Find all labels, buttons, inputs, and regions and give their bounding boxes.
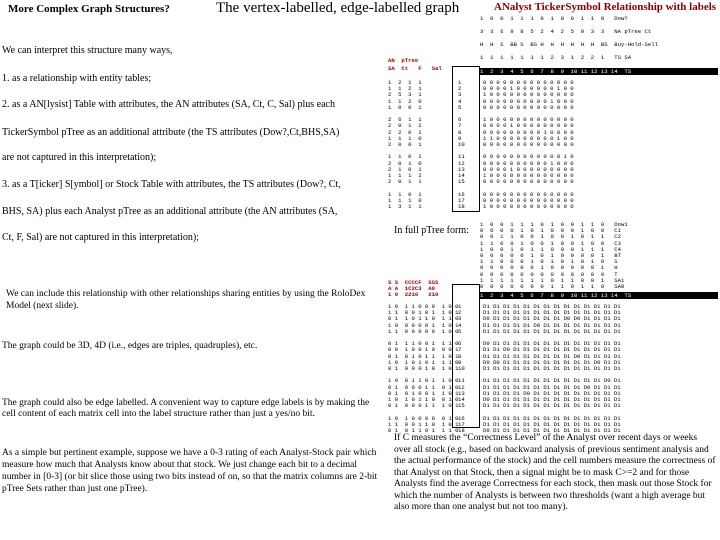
top-matrix bbox=[388, 14, 720, 219]
relationship-cells-bottom: D1 D1 D1 D1 D1 D1 D1 D1 D1 D1 D1 D1 D1 D1 D1 D1 D1 D1 D1 D1 D1 D1 D1 D1 D1 D1 D1 D1 D0 D1 D1 D1 D1 D1 D1 D1 D0 D0 D1 D1 D1 D1 D1 D1 D1 D1 D1 D0 D1 D1 D1 D1 D1 D1 D1 D1 D1 D1 D1 D1 D1 D1 D1 D1 D1 D1 D1 D1 D1 D1 D0 D1 D1 D1 D1 D1 D1 D1 D1 D1 D1 D1 D1 D1 D1 D1 D0 D1 D1 D1 D1 D1 D1 D1 D1 D1 D1 D1 D1 D1 D1 D1 D1 D1 D1 D1 D1 D0 D1 D1 D1 D1 D0 D0 D1 D1 D1 D1 D1 D1 D1 D1 D1 D0 D1 D1 D1 D1 D1 D1 D1 D1 D1 D1 D1 D1 D1 D1 D1 D1 D1 D1 D1 D1 D1 D1 D1 D1 D1 D1 D1 D1 D0 D1 D1 D1 D1 D1 D1 D1 D1 D1 D1 D1 D0 D1 D1 D1 D1 D1 D1 D1 D0 D1 D1 D1 D1 D1 D1 D1 D1 D1 D0 D1 D1 D1 D1 D1 D1 D1 D1 D1 D1 D1 D1 D1 D1 D1 D1 D1 D1 D1 D1 D1 D1 D1 D1 D1 D1 D1 D1 D1 D1 D1 D1 D1 D1 D1 D1 D1 D1 D1 D1 D1 D1 D1 D1 D1 D1 D1 D1 D1 D1 D1 D1 D1 D1 D1 D0 D1 D1 D1 D1 D1 D1 D1 D1 D1 D1 D1 D1 D1 bbox=[483, 303, 621, 435]
ts-attr-header-1: 1 0 0 1 1 1 0 1 0 0 1 1 0 Dow? bbox=[480, 15, 628, 22]
interpretation-2: 2. as a AN[lysist] Table with attributes, the AN attributes (SA, Ct, C, Sal) plus each bbox=[2, 99, 335, 110]
ts-bit-headers: 1 0 0 1 1 1 0 1 0 0 1 1 0 Dow1 0 0 0 0 1 0 1 0 0 0 1 0 0 C1 0 0 1 1 0 0 1 0 0 1 0 1 1 C2 1 1 0 0 1 0 0 1 0 0 1 0 0 C3 1 0 0 1 0 1 1 0 0 0 1 1 1 C4 0 0 0 0 0 1 0 1 0 0 0 0 1 BT 1 1 0 0 0 1 0 1 0 1 0 1 0 S 0 0 0 0 0 0 1 0 0 0 0 0 1 H 0 0 0 0 0 0 0 0 0 0 0 0 0 T 1 1 1 1 1 1 1 0 1 1 0 0 1 SA1 0 0 0 0 0 0 0 1 1 0 1 1 0 SA0 bbox=[480, 221, 628, 291]
an-id-column-bottom: 1 2 3 4 5 6 7 8 9 10 11 12 13 14 15 16 17 18 bbox=[458, 303, 465, 435]
dimension-note: The graph could be 3D, 4D (i.e., edges are triples, quadruples), etc. bbox=[2, 341, 258, 351]
an-id-box bbox=[452, 66, 480, 212]
rating-example: As a simple but pertinent example, suppose we have a 0-3 rating of each Analyst-Stock pair which measure how much that Analysts know about that stock. We just change each bit to a decimal number in [0-3] (or bit slice those using two bits instead of on, so that the matrix columns are 2-bit pTree Sets rather than just one pTree). bbox=[2, 448, 378, 494]
interpretation-3-end: Ct, F, Sal) are not captured in this interpretation); bbox=[2, 232, 199, 243]
intro-text: We can interpret this structure many ways, bbox=[2, 45, 173, 56]
interpretation-3: 3. as a T[icker] S[ymbol] or Stock Table with attributes, the TS attributes (Dow?, Ct, bbox=[2, 179, 341, 190]
interpretation-3-cont: BHS, SA) plus each Analyst pTree as an additional attribute (the AN attributes (SA, bbox=[2, 206, 338, 217]
matrix-title: ANalyst TickerSymbol Relationship with labels bbox=[494, 1, 717, 13]
ts-id-row-bottom: 1 2 3 4 5 6 7 8 9 10 11 12 13 14 TS bbox=[480, 292, 718, 299]
ts-id-row: 1 2 3 4 5 6 7 8 9 10 11 12 13 14 TS bbox=[480, 68, 718, 75]
interpretation-2-end: are not captured in this interpretation); bbox=[2, 152, 157, 163]
full-ptree-label: In full pTree form: bbox=[394, 225, 469, 236]
interpretation-1: 1. as a relationship with entity tables; bbox=[2, 73, 152, 84]
correctness-note: If C measures the “Correctness Level” of the Analyst over recent days or weeks over all stock (e.g., based on backward analysis of previous sentiment analysis and the actual performance of the stock) and the cell numbers measure the correctness of that Analyst on that Stock, then a signal might be to mask C>=2 and for those Analysts find the average Correctness for each stock, then mask out those Stock for which the number of Analysts is between two thresholds (want a high average but also more than one analyst but not too many). bbox=[394, 433, 716, 513]
an-ptree-label: AN pTree bbox=[388, 57, 419, 64]
bottom-matrix bbox=[388, 221, 720, 435]
an-id-column: 1 2 3 4 5 6 7 8 9 10 11 12 13 14 15 16 17 18 bbox=[458, 79, 465, 211]
edge-label-note: The graph could also be edge labelled. A convenient way to capture edge labels is by making the cell content of each matrix cell into the label structure rather than just a yes/no bit. bbox=[2, 398, 370, 420]
an-bit-table: 1 0 1 1 0 0 0 1 0 0 1 1 0 0 1 0 1 1 0 1 0 1 1 0 1 1 0 1 1 0 1 0 0 0 0 0 1 1 0 1 1 1 0 0 0 0 0 1 0 0 0 1 1 1 0 0 1 1 1 0 0 0 1 0 0 1 0 0 0 1 0 1 0 1 0 1 1 1 0 1 1 0 1 0 1 0 1 1 1 0 0 1 0 0 0 1 0 1 0 1 1 0 0 1 1 0 1 1 0 0 0 1 0 0 0 1 1 0 1 0 0 1 0 1 0 0 1 1 0 1 1 0 1 0 1 1 0 0 1 0 0 1 0 0 0 1 1 1 0 1 1 0 1 0 0 0 0 0 1 0 1 1 0 0 1 1 0 1 0 1 0 1 0 1 1 0 1 1 1 0 bbox=[388, 303, 459, 435]
an-bit-header: S S CCCCF SSS A A 1C2C3 A0 1 0 2210 210 bbox=[388, 279, 439, 299]
an-attr-table: 1 2 1 1 1 1 2 1 2 5 3 1 1 1 2 0 1 0 0 1 2 6 1 1 2 0 1 2 2 2 0 1 1 1 1 0 2 0 0 1 1 1 0 1 2 0 1 0 2 1 0 1 1 1 1 2 2 0 1 1 1 1 0 1 1 1 1 0 1 3 1 1 bbox=[388, 79, 422, 211]
ts-attr-header-4: 1 1 1 1 1 1 1 2 3 1 2 2 1 TS SA bbox=[480, 54, 632, 61]
relationship-cells: 0 0 0 0 0 0 0 0 0 0 0 0 0 0 0 0 0 0 1 0 0 0 0 0 0 1 0 0 1 0 0 0 0 0 0 0 0 0 0 0 0 0 0 0 0 0 0 0 0 0 0 0 1 0 0 0 0 0 0 0 0 0 0 0 0 0 0 0 0 0 1 0 0 0 0 0 0 0 0 0 0 0 0 0 0 0 0 0 1 0 0 0 0 0 0 0 0 0 0 0 0 0 0 0 0 0 0 1 0 0 0 0 1 1 0 0 0 0 0 0 0 0 0 1 0 0 0 0 0 0 0 0 0 0 0 0 0 0 0 0 0 0 0 0 0 0 0 0 0 0 0 0 1 0 0 0 0 0 0 0 0 0 0 0 1 0 0 0 0 0 0 0 1 0 0 0 0 0 0 0 0 0 1 0 0 0 0 0 0 0 0 0 0 0 0 0 0 0 0 0 0 0 0 0 0 0 0 0 0 0 0 0 0 0 0 0 0 0 0 0 0 0 0 0 0 0 0 0 0 0 0 0 0 0 0 0 0 0 1 0 0 0 0 0 0 0 0 0 0 0 0 0 bbox=[483, 79, 574, 211]
rolodex-note: We can include this relationship with other relationships sharing entities by using the RoloDex Model (next slide). bbox=[6, 289, 366, 312]
interpretation-2-cont: TickerSymbol pTree as an additional attribute (the TS attributes (Dow?,Ct,BHS,SA) bbox=[2, 127, 340, 138]
slide-title: The vertex-labelled, edge-labelled graph bbox=[216, 0, 460, 16]
slide-title-prefix: More Complex Graph Structures? bbox=[8, 3, 170, 15]
ts-attr-header-3: H H S BB S BS H H H H H H BS Buy-Hold-Sell bbox=[480, 41, 658, 48]
an-attr-cols: SA Ct F Sal bbox=[388, 65, 442, 72]
ts-attr-header-2: 3 3 6 9 8 5 2 4 2 5 0 3 3 NA pTree Ct bbox=[480, 28, 652, 35]
